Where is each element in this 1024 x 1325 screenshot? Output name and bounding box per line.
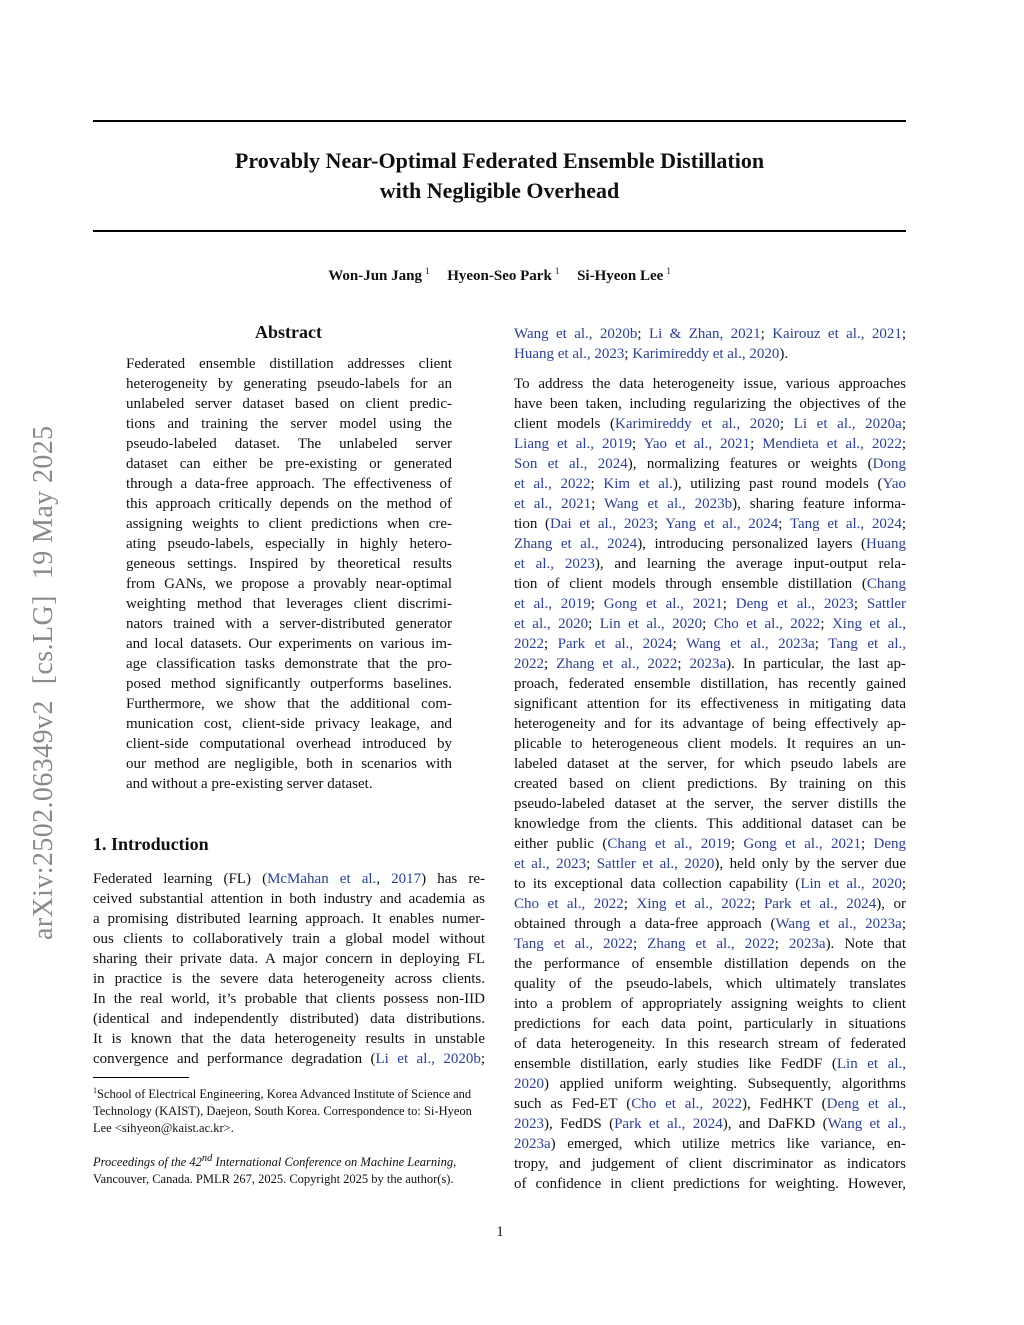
body-text: ;	[778, 516, 790, 532]
body-text: ;	[779, 416, 794, 432]
section-heading-introduction: 1. Introduction	[93, 834, 209, 854]
citation-link[interactable]: Sattler et al., 2020	[596, 856, 715, 872]
footnote-text: School of Electrical Engineering, Korea Advanced Institute of Science and Technology (KAIST), Daejeon, South Korea. Correspondence to: Si-Hyeon Lee <sihyeon@kaist.ac.kr>.	[93, 1087, 472, 1136]
body-text: ), introducing personalized layers (	[637, 536, 866, 552]
author-affiliation: 1	[424, 266, 430, 276]
text-line	[514, 994, 906, 1014]
text-line	[93, 869, 485, 889]
body-text: heterogeneity and for its advantage of being effectively ap-	[514, 716, 906, 732]
author-list	[93, 266, 906, 285]
body-text: pseudo-labeled dataset at the server, the server distills the	[514, 796, 906, 812]
body-text: sharing their private data. A major concern in deploying FL	[93, 951, 485, 967]
body-text: ;	[901, 876, 906, 892]
text-line	[514, 394, 906, 414]
text-line	[514, 1114, 906, 1134]
body-text: ), FedHKT (	[742, 1096, 827, 1112]
text-line	[514, 1054, 906, 1074]
body-text: ), or	[876, 896, 907, 912]
body-text: ous clients to collaboratively train a global model without	[93, 931, 485, 947]
text-line	[514, 474, 906, 494]
abstract-line: nators trained with a server-distributed generator	[126, 616, 452, 632]
citation-link[interactable]: Mendieta et al., 2022	[762, 436, 902, 452]
body-text: ), FedDS (	[544, 1116, 615, 1132]
body-text: of data heterogeneity. In this research stream of federated	[514, 1036, 906, 1052]
body-text: ), utilizing past round models (	[672, 476, 883, 492]
citation-link[interactable]: et al., 2023	[514, 856, 587, 872]
body-text: ), and learning the average input-output rela-	[594, 556, 906, 572]
text-line	[514, 1014, 906, 1034]
proceedings-conference: International Conference on Machine Learning	[212, 1155, 454, 1170]
proceedings-note	[93, 1150, 485, 1188]
body-text: ceived substantial attention in both industry and academia as	[93, 891, 485, 907]
citation-link[interactable]: Xing et al.,	[831, 616, 907, 632]
footnote-rule	[93, 1077, 189, 1078]
body-text: ;	[901, 916, 906, 932]
body-text: ;	[623, 896, 637, 912]
text-line	[514, 454, 906, 474]
author	[577, 268, 671, 284]
body-text: ), and DaFKD (	[722, 1116, 828, 1132]
citation-link[interactable]: Chang et al., 2019	[607, 836, 731, 852]
abstract-line: Federated ensemble distillation addresses client	[126, 356, 452, 372]
abstract-line: client-side computational overhead introduced by	[126, 736, 452, 752]
citation-link[interactable]: Tang et al., 2024	[789, 516, 902, 532]
abstract-line: and without a pre-existing server dataset.	[126, 776, 373, 792]
citation-link[interactable]: Sattler	[866, 596, 907, 612]
citation-link[interactable]: Yang et al., 2024	[665, 516, 779, 532]
title-line-1: Provably Near-Optimal Federated Ensemble Distillation	[234, 148, 765, 173]
citation-link[interactable]: Wang et al., 2020b	[514, 326, 638, 342]
citation-link[interactable]: Cho et al., 2022	[713, 616, 821, 632]
body-text: ;	[751, 896, 764, 912]
body-text: client models (	[514, 416, 615, 432]
body-text: ;	[586, 856, 597, 872]
citation-link[interactable]: Li & Zhan, 2021	[648, 326, 761, 342]
text-line	[514, 1074, 906, 1094]
citation-link[interactable]: Huang	[865, 536, 906, 552]
citation-link[interactable]: Li et al., 2020a	[793, 416, 902, 432]
citation-link[interactable]: 2022	[514, 636, 544, 652]
text-line	[514, 654, 906, 674]
author-affiliation: 1	[554, 266, 560, 276]
body-text: the performance of ensemble distillation depends on the	[514, 956, 906, 972]
text-line	[514, 714, 906, 734]
abstract-line: ating pseudo-labels, especially in highly hetero-	[126, 536, 452, 552]
body-text: It is known that the data heterogeneity results in unstable	[93, 1031, 485, 1047]
footnote-mark: 1	[93, 1086, 97, 1095]
text-line	[514, 1134, 906, 1154]
body-text: In the real world, it’s probable that clients possess non-IID	[93, 991, 485, 1007]
citation-link[interactable]: Lin et al.,	[836, 1056, 906, 1072]
author	[328, 268, 429, 284]
body-text: ) emerged, which utilize metrics like variance, en-	[550, 1136, 906, 1152]
citation-link[interactable]: Deng et al.,	[826, 1096, 907, 1112]
body-text: ;	[820, 616, 832, 632]
citation-link[interactable]: Wang et al., 2023a	[686, 636, 815, 652]
body-text: either public (	[514, 836, 608, 852]
citation-link[interactable]: Zhang et al., 2022	[647, 936, 775, 952]
body-text: ;	[860, 836, 874, 852]
abstract-heading: Abstract	[255, 322, 322, 342]
body-text: convergence and performance degradation (	[93, 1051, 376, 1067]
citation-link[interactable]: Park et al., 2024	[557, 636, 673, 652]
text-line	[514, 854, 906, 874]
text-line	[514, 914, 906, 934]
abstract-line: Furthermore, we show that the additional com-	[126, 696, 452, 712]
body-text: into a problem of appropriately assigning weights to client	[514, 996, 906, 1012]
text-line	[514, 614, 906, 634]
body-text: knowledge from the clients. This additional dataset can be	[514, 816, 906, 832]
body-text: Federated learning (FL) (	[93, 871, 268, 887]
citation-link[interactable]: Li et al., 2020b	[375, 1051, 481, 1067]
abstract-line: tions and training the server model using the	[126, 416, 452, 432]
body-text: (identical and independently distributed) data distributions.	[93, 1011, 485, 1027]
body-text: plicable to heterogeneous client models. It requires an un-	[514, 736, 906, 752]
body-text: ;	[901, 416, 906, 432]
body-text: ;	[702, 616, 714, 632]
introduction-body	[93, 869, 485, 1069]
citation-link[interactable]: et al., 2021	[514, 496, 592, 512]
author-name: Hyeon-Seo Park	[447, 268, 552, 284]
paragraph	[514, 374, 906, 1194]
proceedings-italic: Proceedings of the	[93, 1155, 190, 1170]
title-rule-bottom	[93, 230, 906, 232]
citation-link[interactable]: 2023a	[689, 656, 727, 672]
citation-link[interactable]: Park et al., 2024	[763, 896, 877, 912]
citation-link[interactable]: Chang	[866, 576, 906, 592]
text-line	[514, 874, 906, 894]
citation-link[interactable]: Zhang et al., 2022	[556, 656, 678, 672]
text-line	[93, 889, 485, 909]
citation-link[interactable]: Xing et al., 2022	[636, 896, 752, 912]
abstract-line: age classification tasks demonstrate that the pro-	[126, 656, 452, 672]
citation-link[interactable]: Kairouz et al., 2021	[772, 326, 902, 342]
body-text: ;	[774, 936, 789, 952]
text-line	[514, 414, 906, 434]
body-text: predictions for each data point, particularly in situations	[514, 1016, 906, 1032]
text-line	[514, 494, 906, 514]
citation-link[interactable]: Lin et al., 2020	[800, 876, 902, 892]
citation-link[interactable]: Gong et al., 2021	[603, 596, 723, 612]
body-text: ;	[901, 326, 906, 342]
abstract-line: heterogeneity by generating pseudo-labels for an	[126, 376, 452, 392]
abstract-line: dataset can either be pre-existing or generated	[126, 456, 452, 472]
body-text: ,	[376, 871, 392, 887]
body-text: ;	[480, 1051, 485, 1067]
body-text: ;	[544, 656, 557, 672]
right-column	[514, 324, 906, 1194]
text-line	[514, 974, 906, 994]
author-name: Won-Jun Jang	[328, 268, 422, 284]
body-text: created based on client predictions. By training on this	[514, 776, 906, 792]
citation-link[interactable]: Park et al., 2024	[614, 1116, 723, 1132]
body-text: significant attention for its effectiveness in mitigating data	[514, 696, 906, 712]
text-line	[93, 969, 485, 989]
text-line	[514, 434, 906, 454]
citation-link[interactable]: Kim et al.	[603, 476, 673, 492]
citation-link[interactable]: 2023a	[514, 1136, 551, 1152]
abstract-line: geneous settings. Inspired by theoretical results	[126, 556, 452, 572]
citation-link[interactable]: Karimireddy et al., 2020	[615, 416, 780, 432]
citation-link[interactable]: McMahan et al.	[267, 871, 377, 887]
abstract-line: from GANs, we propose a provably near-optimal	[126, 576, 452, 592]
body-text: ;	[653, 516, 666, 532]
text-line	[514, 324, 906, 344]
citation-link[interactable]: et al., 2022	[514, 476, 591, 492]
text-line	[93, 909, 485, 929]
citation-link[interactable]: Yao	[882, 476, 906, 492]
citation-link[interactable]: Tang et al.,	[828, 636, 906, 652]
text-line	[514, 1174, 906, 1194]
citation-link[interactable]: Deng et al., 2023	[735, 596, 854, 612]
abstract-line: through a data-free approach. The effectiveness of	[126, 476, 452, 492]
body-text: ;	[677, 656, 690, 672]
body-text: tropy, and judgement of client discriminator as indicators	[514, 1156, 906, 1172]
citation-link[interactable]: Karimireddy et al., 2020	[632, 346, 780, 362]
body-text: tion of client models through ensemble distillation (	[514, 576, 867, 592]
body-text: ;	[901, 516, 906, 532]
abstract-line: and local datasets. Our experiments on various im-	[126, 636, 452, 652]
abstract-line: munication cost, client-side privacy leakage, and	[126, 716, 452, 732]
affiliation-footnote	[93, 1082, 485, 1137]
author-name: Si-Hyeon Lee	[577, 268, 664, 284]
body-text: ;	[750, 436, 763, 452]
proceedings-ordinal: nd	[201, 1153, 213, 1164]
body-text: To address the data heterogeneity issue, various approaches	[514, 376, 906, 392]
citation-link[interactable]: Cho et al., 2022	[631, 1096, 743, 1112]
text-line	[514, 344, 906, 364]
body-text: ;	[590, 596, 604, 612]
body-text: ) applied uniform weighting. Subsequently, algorithms	[544, 1076, 906, 1092]
citation-link[interactable]: Wang et al., 2023a	[775, 916, 902, 932]
abstract-body	[126, 354, 452, 794]
text-line	[514, 794, 906, 814]
text-line	[93, 929, 485, 949]
citation-link[interactable]: Lin et al., 2020	[599, 616, 703, 632]
text-line	[514, 374, 906, 394]
abstract-line: unlabeled server dataset based on client predic-	[126, 396, 452, 412]
arxiv-category: [cs.LG]	[28, 595, 59, 685]
body-text: ensemble distillation, early studies like FedDF (	[514, 1056, 837, 1072]
author-affiliation: 1	[666, 266, 671, 276]
page-number: 1	[496, 1224, 504, 1240]
text-line	[514, 1034, 906, 1054]
body-text: ;	[632, 436, 644, 452]
text-line	[514, 594, 906, 614]
body-text: ) has re-	[421, 871, 486, 887]
body-text: of confidence in client predictions for weighting. However,	[514, 1176, 906, 1192]
title-line-2: with Negligible Overhead	[379, 178, 620, 203]
citation-link[interactable]: Wang et al.,	[827, 1116, 906, 1132]
citation-link[interactable]: et al., 2019	[514, 596, 591, 612]
text-line	[514, 774, 906, 794]
paragraph	[514, 324, 906, 364]
text-line	[514, 1154, 906, 1174]
text-line	[93, 1029, 485, 1049]
text-line	[514, 734, 906, 754]
citation-link[interactable]: Wang et al., 2023b	[603, 496, 733, 512]
text-line	[514, 574, 906, 594]
body-text: ;	[588, 616, 600, 632]
text-line	[514, 834, 906, 854]
text-line	[514, 894, 906, 914]
body-text: ;	[544, 636, 558, 652]
body-text: ;	[672, 636, 686, 652]
body-text: ), sharing feature informa-	[732, 496, 906, 512]
proceedings-rest: , Vancouver, Canada. PMLR 267, 2025. Copyright 2025 by the author(s).	[93, 1155, 457, 1187]
text-line	[514, 754, 906, 774]
body-text: ;	[814, 636, 829, 652]
text-line	[93, 949, 485, 969]
body-text: have been taken, including regularizing the objectives of the	[514, 396, 906, 412]
abstract-line: pseudo-labeled dataset. The unlabeled server	[126, 436, 452, 452]
citation-link[interactable]: 2017	[391, 871, 422, 887]
body-text: to its exceptional data collection capability (	[514, 876, 801, 892]
body-text: ;	[590, 476, 604, 492]
title-rule-top	[93, 120, 906, 122]
citation-link[interactable]: Liang et al., 2019	[514, 436, 632, 452]
body-text: obtained through a data-free approach (	[514, 916, 776, 932]
body-text: tion (	[514, 516, 551, 532]
citation-link[interactable]: Dai et al., 2023	[550, 516, 654, 532]
arxiv-watermark	[28, 425, 60, 940]
author	[447, 268, 559, 284]
abstract-line: weighting method that leverages client discrimi-	[126, 596, 452, 612]
body-text: ;	[730, 836, 744, 852]
text-line	[93, 989, 485, 1009]
body-text: ), normalizing features or weights (	[627, 456, 873, 472]
body-text: ;	[591, 496, 604, 512]
body-text: ;	[624, 346, 633, 362]
text-line	[93, 1009, 485, 1029]
body-text: ). In particular, the last ap-	[726, 656, 906, 672]
citation-link[interactable]: 2023a	[788, 936, 826, 952]
text-line	[514, 934, 906, 954]
citation-link[interactable]: 2020	[514, 1076, 544, 1092]
arxiv-date: 19 May 2025	[28, 425, 59, 580]
body-text: a promising distributed learning approach. It enables numer-	[93, 911, 485, 927]
text-line	[514, 954, 906, 974]
body-text: ), held only by the server due	[714, 856, 906, 872]
body-text: labeled dataset at the server, for which pseudo labels are	[514, 756, 906, 772]
text-line	[514, 1094, 906, 1114]
abstract-line: our method are negligible, both in scenarios with	[126, 756, 452, 772]
citation-link[interactable]: Gong et al., 2021	[743, 836, 861, 852]
proceedings-number: 42	[189, 1155, 202, 1170]
body-text: ). Note that	[825, 936, 906, 952]
body-text: such as Fed-ET (	[514, 1096, 632, 1112]
text-line	[514, 634, 906, 654]
citation-link[interactable]: Deng	[873, 836, 907, 852]
text-line	[514, 814, 906, 834]
paper-title	[93, 146, 906, 206]
body-text: ;	[901, 436, 907, 452]
citation-link[interactable]: Huang et al., 2023	[514, 346, 625, 362]
body-text: ;	[722, 596, 736, 612]
body-text: ;	[853, 596, 867, 612]
citation-link[interactable]: 2023	[514, 1116, 544, 1132]
text-line	[514, 694, 906, 714]
citation-link[interactable]: Tang et al., 2022	[514, 936, 633, 952]
text-line	[514, 534, 906, 554]
citation-link[interactable]: et al., 2020	[514, 616, 589, 632]
abstract-line: posed method significantly outperforms baselines.	[126, 676, 452, 692]
citation-link[interactable]: Son et al., 2024	[514, 456, 628, 472]
citation-link[interactable]: Yao et al., 2021	[643, 436, 751, 452]
body-text: ;	[637, 326, 649, 342]
text-line	[93, 1049, 485, 1069]
body-text: ;	[760, 326, 773, 342]
text-line	[514, 554, 906, 574]
body-text: ).	[779, 346, 789, 362]
citation-link[interactable]: Zhang et al., 2024	[514, 536, 638, 552]
body-text: proach, federated ensemble distillation, has recently gained	[514, 676, 906, 692]
body-text: ;	[632, 936, 648, 952]
citation-link[interactable]: 2022	[514, 656, 544, 672]
body-text: quality of the pseudo-labels, which ultimately translates	[514, 976, 906, 992]
citation-link[interactable]: Cho et al., 2022	[514, 896, 624, 912]
abstract-line: assigning weights to client predictions when cre-	[126, 516, 452, 532]
body-text: in practice is the severe data heterogeneity across clients.	[93, 971, 485, 987]
citation-link[interactable]: et al., 2023	[514, 556, 595, 572]
citation-link[interactable]: Dong	[872, 456, 906, 472]
text-line	[514, 674, 906, 694]
arxiv-id: arXiv:2502.06349v2	[28, 700, 59, 940]
abstract-line: this approach critically depends on the method of	[126, 496, 452, 512]
text-line	[514, 514, 906, 534]
